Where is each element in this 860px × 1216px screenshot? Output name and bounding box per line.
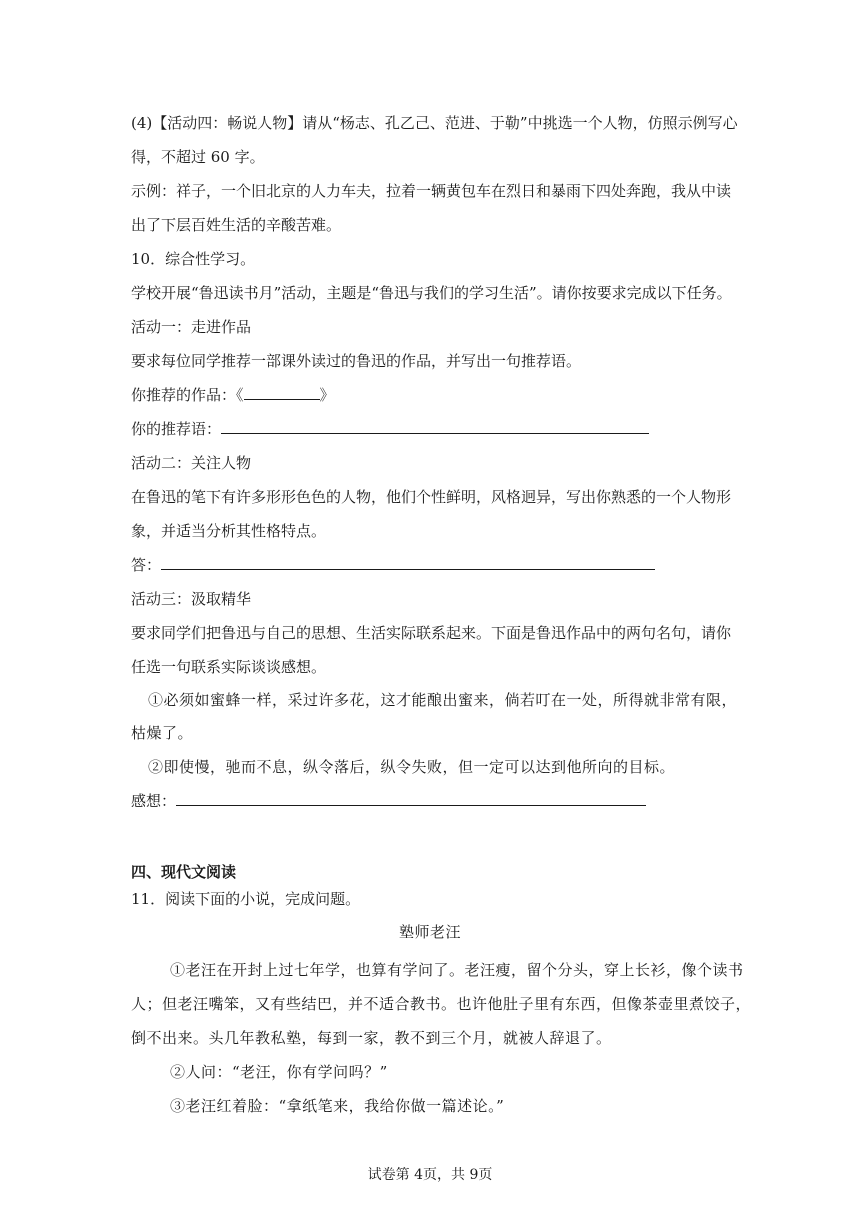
- activity2-req-line1: 在鲁迅的笔下有许多形形色色的人物，他们个性鲜明，风格迥异，写出你熟悉的一个人物形: [131, 488, 732, 506]
- story-p1-line3: 倒不出来。头几年教私塾，每到一家，教不到三个月，就被人辞退了。: [131, 1029, 612, 1047]
- page-footer: 试卷第 4页，共 9页: [367, 1167, 493, 1183]
- activity1-requirement: 要求每位同学推荐一部课外读过的鲁迅的作品，并写出一句推荐语。: [131, 352, 582, 370]
- work-close-bracket: 》: [319, 386, 335, 404]
- thoughts-label: 感想：: [131, 792, 177, 810]
- recommend-blank[interactable]: [221, 419, 649, 434]
- q9-example-line2: 出了下层百姓生活的辛酸苦难。: [131, 216, 342, 234]
- quote1-line2: 枯燥了。: [131, 724, 194, 742]
- story-p3: ③老汪红着脸：“拿纸笔来，我给你做一篇述论。”: [170, 1097, 505, 1115]
- activity1-title: 活动一：走进作品: [131, 318, 252, 336]
- work-label: 你推荐的作品：《: [131, 386, 244, 404]
- quote1-line1: ①必须如蜜蜂一样，采过许多花，这才能酿出蜜来，倘若叮在一处，所得就非常有限，: [148, 691, 738, 709]
- answer-blank[interactable]: [161, 555, 655, 570]
- story-p1-line2: 人；但老汪嘴笨，又有些结巴，并不适合教书。也许他肚子里有东西，但像茶壶里煮饺子，: [131, 995, 752, 1013]
- q11-heading: 11．阅读下面的小说，完成问题。: [131, 890, 361, 908]
- quote2: ②即使慢，驰而不息，纵令落后，纵令失败，但一定可以达到他所向的目标。: [148, 758, 676, 776]
- answer-row: [131, 555, 655, 575]
- recommend-row: [131, 419, 649, 439]
- activity3-title: 活动三：汲取精华: [131, 590, 252, 608]
- thoughts-row: [131, 791, 646, 811]
- activity2-req-line2: 象，并适当分析其性格特点。: [131, 522, 327, 540]
- activity3-req-line1: 要求同学们把鲁迅与自己的思想、生活实际联系起来。下面是鲁迅作品中的两句名句，请你: [131, 624, 732, 642]
- recommend-label: 你的推荐语：: [131, 420, 222, 438]
- activity3-req-line2: 任选一句联系实际谈谈感想。: [131, 658, 327, 676]
- section4-heading: 四、现代文阅读: [131, 863, 237, 881]
- story-p2: ②人问：“老汪，你有学问吗？”: [170, 1063, 388, 1081]
- q9-item4-line2: 得，不超过 60 字。: [131, 148, 265, 166]
- q10-heading: 10．综合性学习。: [131, 250, 256, 268]
- q10-intro: 学校开展“鲁迅读书月”活动，主题是“鲁迅与我们的学习生活”。请你按要求完成以下任务。: [131, 284, 732, 302]
- activity2-title: 活动二：关注人物: [131, 454, 252, 472]
- work-answer-row: [131, 385, 335, 405]
- thoughts-blank[interactable]: [176, 791, 646, 806]
- q9-example-line1: 示例：祥子，一个旧北京的人力车夫，拉着一辆黄包车在烈日和暴雨下四处奔跑，我从中读: [131, 182, 732, 200]
- story-title: 塾师老汪: [398, 923, 461, 941]
- work-title-blank[interactable]: [244, 385, 320, 400]
- story-p1-line1: ①老汪在开封上过七年学，也算有学问了。老汪瘦，留个分头，穿上长衫，像个读书: [170, 961, 744, 979]
- answer-label: 答：: [131, 556, 162, 574]
- q9-item4-line1: (4)【活动四：畅说人物】请从“杨志、孔乙己、范进、于勒”中挑选一个人物，仿照示例写心: [131, 114, 738, 132]
